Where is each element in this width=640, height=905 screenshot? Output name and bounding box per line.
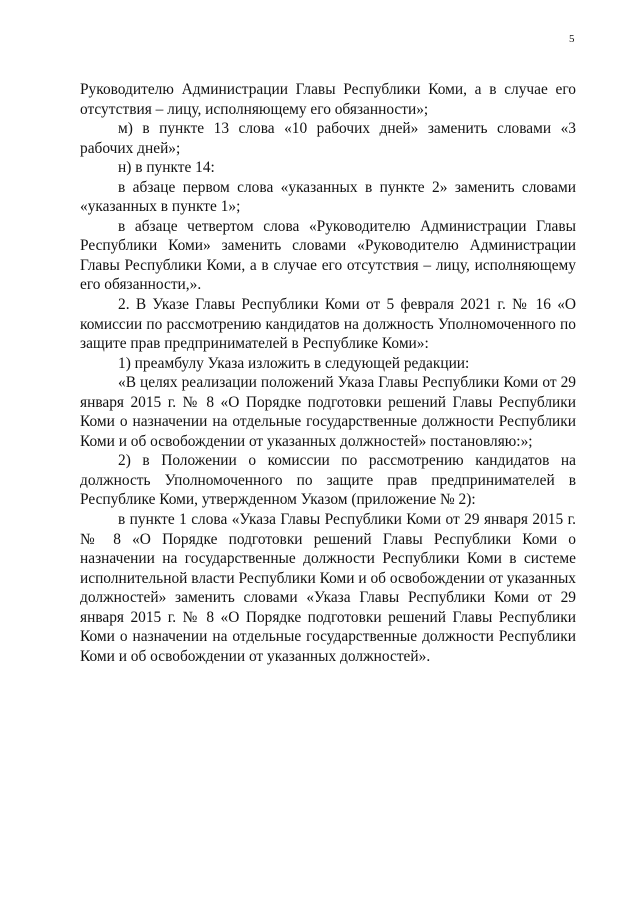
paragraph: н) в пункте 14: [118,159,215,177]
paragraph: Руководителю Администрации Главы Республики Коми, а в случае его отсутствия – лицу, исполняющему его обязанности»; [80,81,576,118]
paragraph: 2. В Указе Главы Республики Коми от 5 февраля 2021 г. № 16 «О комиссии по рассмотрению кандидатов на должность Уполномоченного по защите прав предпринимателей в Республике Коми»: [80,296,576,353]
paragraph: 2) в Положении о комиссии по рассмотрению кандидатов на должность Уполномоченного по защите прав предпринимателей в Республике Коми, утвержденном Указом (приложение № 2): [80,452,576,509]
paragraph: «В целях реализации положений Указа Главы Республики Коми от 29 января 2015 г. № 8 «О Порядке подготовки решений Главы Республики Коми о назначении на отдельные государственные должности Республики Коми и об освобождении от указанных должностей» постановляю:»; [80,374,576,450]
paragraph: м) в пункте 13 слова «10 рабочих дней» заменить словами «3 рабочих дней»; [80,120,576,157]
page-number: 5 [569,33,575,45]
paragraph: 1) преамбулу Указа изложить в следующей редакции: [118,354,470,372]
paragraph: в пункте 1 слова «Указа Главы Республики Коми от 29 января 2015 г. № 8 «О Порядке подготовки решений Главы Республики Коми о назначении на государственные должности Республики Коми в системе исполнительной власти Республики Коми и об освобождении от указанных должностей» заменить словами «Указа Главы Республики Коми от 29 января 2015 г. № 8 «О Порядке подготовки решений Главы Республики Коми о назначении на отдельные государственные должности Республики Коми и об освобождении от указанных должностей». [80,511,576,665]
paragraph: в абзаце четвертом слова «Руководителю Администрации Главы Республики Коми» заменить словами «Руководителю Администрации Главы Республики Коми, а в случае его отсутствия – лицу, исполняющему его обязанности,». [80,217,576,294]
paragraph: в абзаце первом слова «указанных в пункте 2» заменить словами «указанных в пункте 1»; [80,178,576,216]
document-body [80,80,576,666]
